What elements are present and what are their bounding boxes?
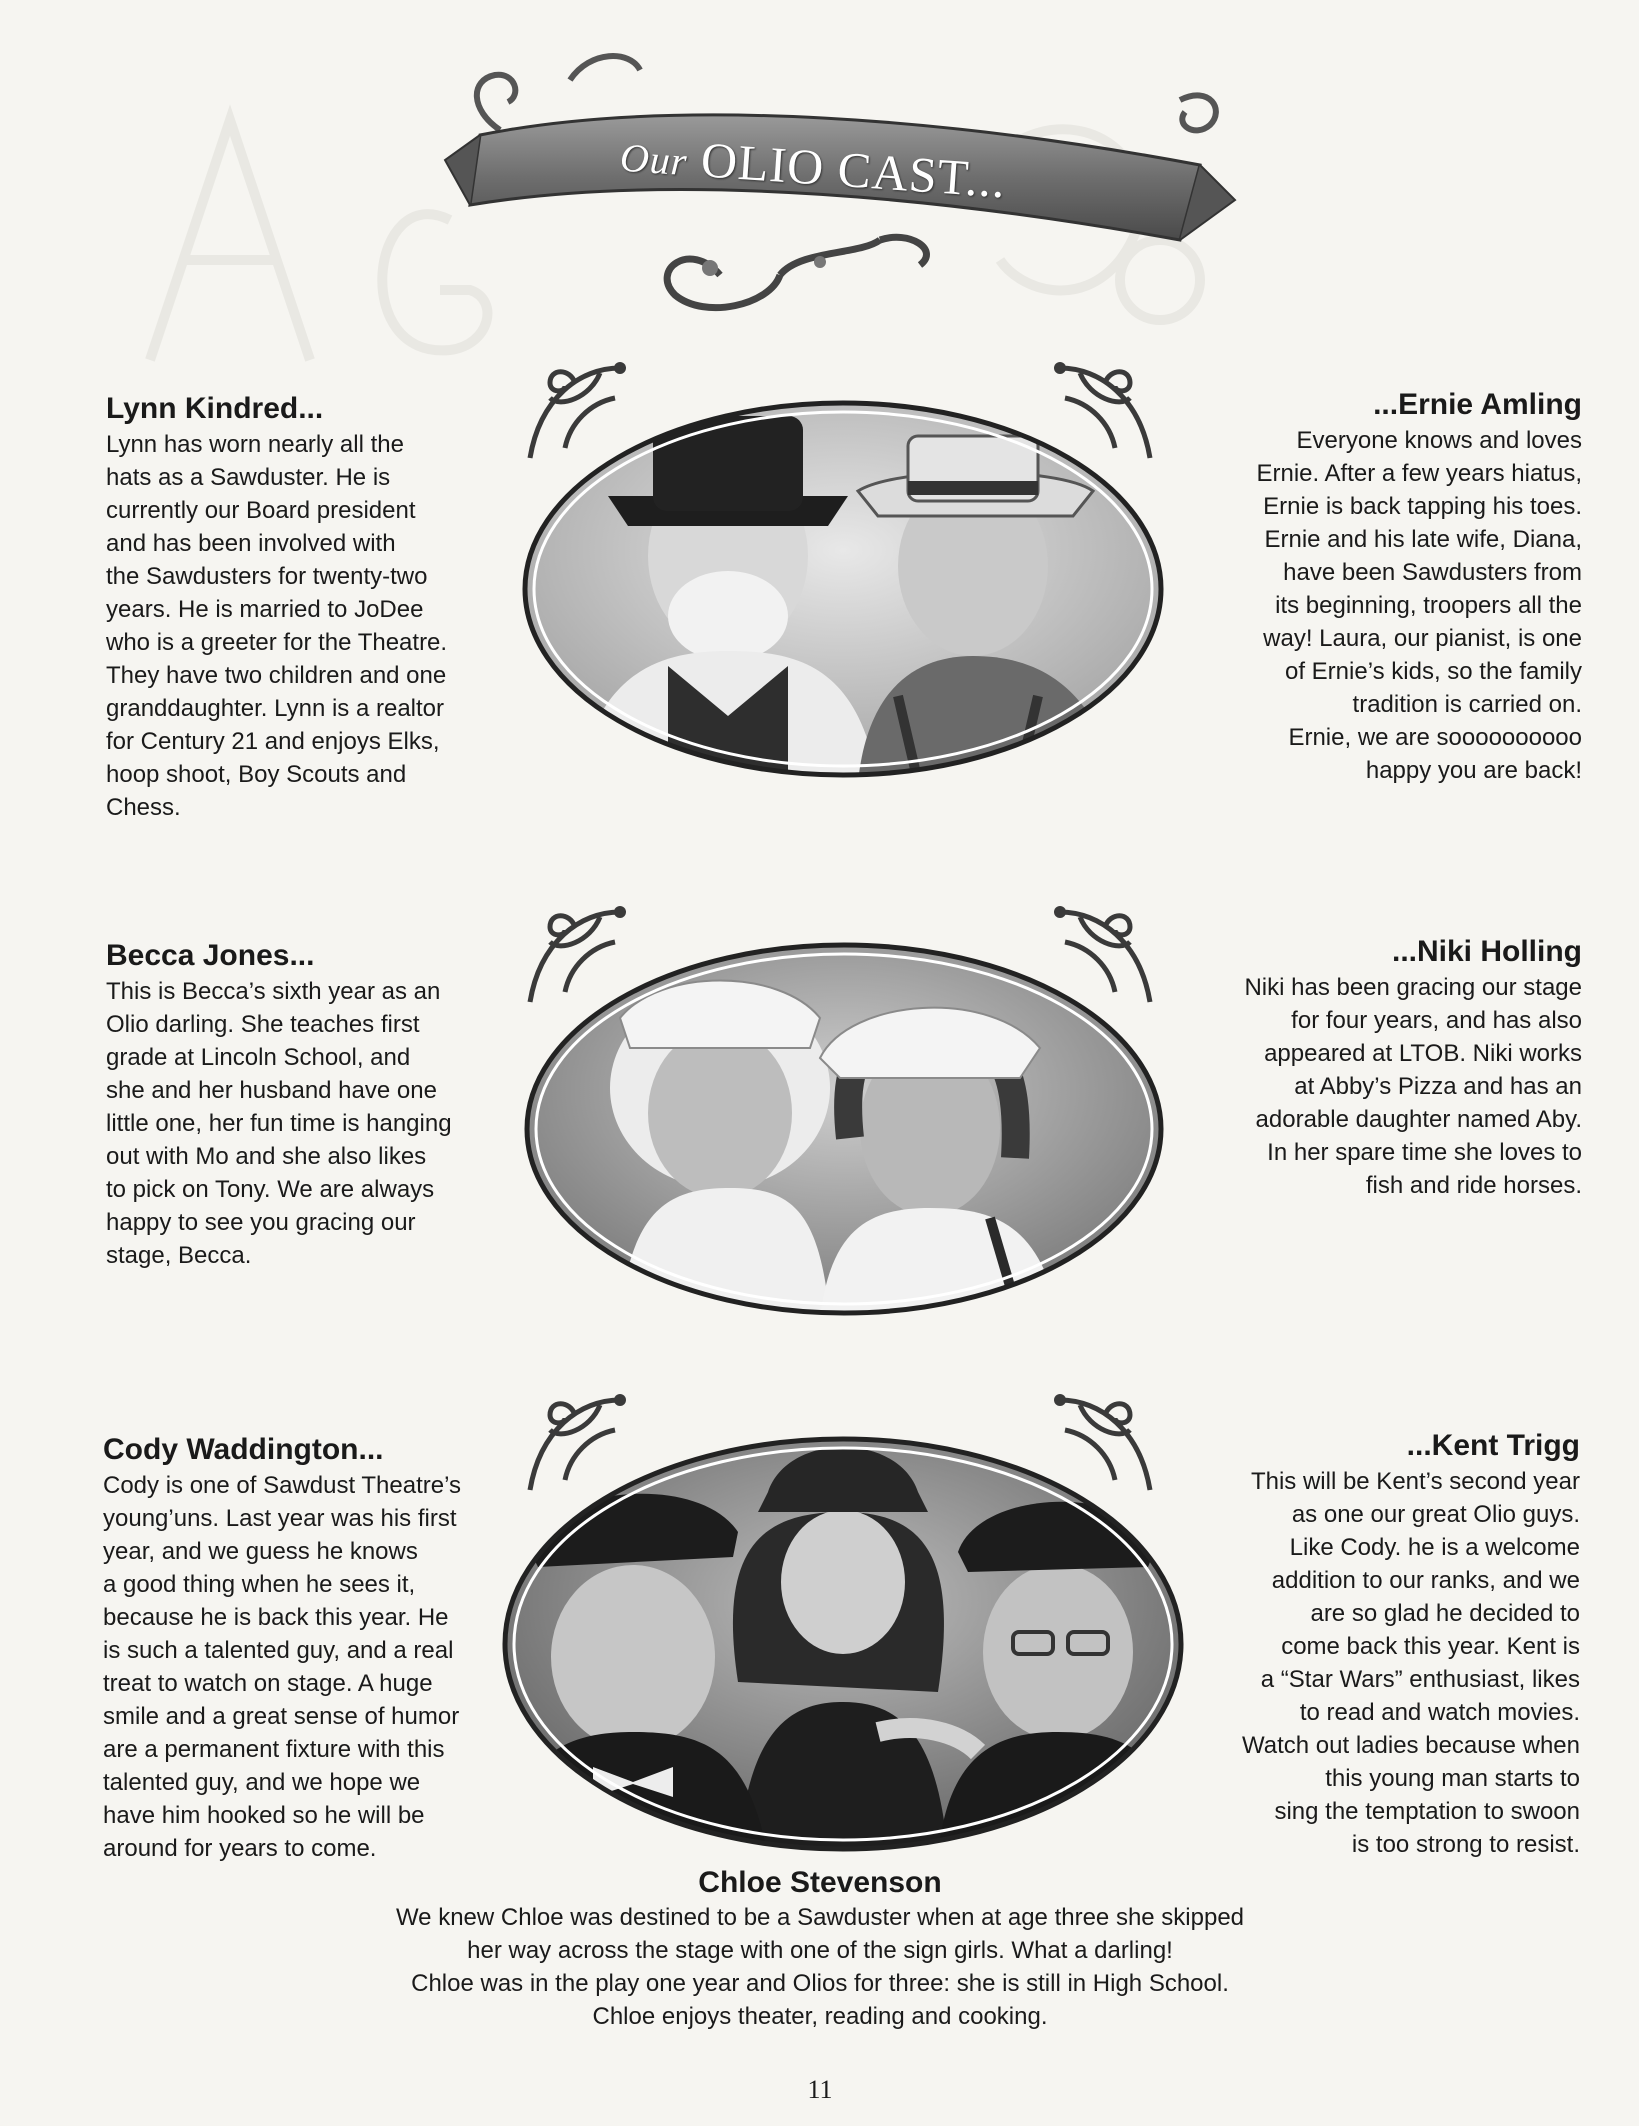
bio-line: are a permanent fixture with this [103, 1736, 445, 1763]
bio-line: she and her husband have one [106, 1077, 437, 1104]
bio-line: are so glad he decided to [1310, 1600, 1580, 1627]
bio-chloe-stevenson [300, 1865, 1340, 2033]
flourish-ornament-icon [520, 358, 630, 468]
bio-becca-jones [106, 937, 526, 1272]
bio-line: talented guy, and we hope we [103, 1769, 421, 1796]
bio-line: Everyone knows and loves [1296, 427, 1582, 454]
bio-line: grade at Lincoln School, and [106, 1044, 411, 1071]
bio-line: have him hooked so he will be [103, 1802, 425, 1829]
bio-line: Like Cody. he is a welcome [1289, 1534, 1580, 1561]
bio-line: come back this year. Kent is [1281, 1633, 1580, 1660]
flourish-ornament-icon [1050, 902, 1160, 1012]
cast-name: Cody Waddington... [103, 1433, 384, 1466]
bio-line: Ernie, we are soooooooooo [1288, 724, 1582, 751]
bio-line: Chloe enjoys theater, reading and cooking. [592, 2003, 1048, 2030]
page-number: 11 [807, 2075, 833, 2104]
bio-ernie-amling [1180, 386, 1582, 787]
bio-line: happy you are back! [1365, 757, 1582, 784]
cast-name: Chloe Stevenson [698, 1866, 942, 1899]
bio-line: of Ernie’s kids, so the family [1284, 658, 1582, 685]
bio-line: Chloe was in the play one year and Olios for three: she is still in High School. [411, 1970, 1229, 1997]
cast-name: ...Kent Trigg [1406, 1429, 1580, 1462]
bio-line: to read and watch movies. [1299, 1699, 1580, 1726]
bio-line: have been Sawdusters from [1283, 559, 1582, 586]
bio-line: Lynn has worn nearly all the [106, 431, 404, 458]
bio-line: is too strong to resist. [1351, 1831, 1580, 1858]
cast-name: Becca Jones... [106, 939, 315, 972]
bio-line: Cody is one of Sawdust Theatre’s [103, 1472, 461, 1499]
cast-name: ...Ernie Amling [1373, 388, 1582, 421]
bio-line: the Sawdusters for twenty-two [106, 563, 428, 590]
bio-line: tradition is carried on. [1352, 691, 1582, 718]
bio-line: sing the temptation to swoon [1274, 1798, 1580, 1825]
bio-line: way! Laura, our pianist, is one [1263, 625, 1582, 652]
bio-line: Watch out ladies because when [1242, 1732, 1580, 1759]
bio-line: a “Star Wars” enthusiast, likes [1260, 1666, 1580, 1693]
bio-line: We knew Chloe was destined to be a Sawduster when at age three she skipped [395, 1904, 1245, 1931]
title-prefix: Our [618, 134, 690, 185]
bio-line: Ernie and his late wife, Diana, [1264, 526, 1582, 553]
bio-line: hats as a Sawduster. He is [106, 464, 391, 491]
bio-line: treat to watch on stage. A huge [103, 1670, 433, 1697]
bio-line: little one, her fun time is hanging [106, 1110, 452, 1137]
bio-line: is such a talented guy, and a real [103, 1637, 454, 1664]
bio-line: for Century 21 and enjoys Elks, [106, 728, 440, 755]
bio-line: out with Mo and she also likes [106, 1143, 427, 1170]
bio-line: stage, Becca. [106, 1242, 252, 1269]
bio-line: as one our great Olio guys. [1291, 1501, 1580, 1528]
bio-line: This is Becca’s sixth year as an [106, 978, 441, 1005]
bio-line: granddaughter. Lynn is a realtor [106, 695, 445, 722]
bio-line: fish and ride horses. [1365, 1172, 1582, 1199]
bio-line: years. He is married to JoDee [106, 596, 424, 623]
bio-line: hoop shoot, Boy Scouts and [106, 761, 407, 788]
flourish-ornament-icon [1050, 358, 1160, 468]
bio-line: Ernie. After a few years hiatus, [1256, 460, 1582, 487]
bio-line: year, and we guess he knows [103, 1538, 418, 1565]
bio-line: and has been involved with [106, 530, 396, 557]
bio-line: appeared at LTOB. Niki works [1264, 1040, 1582, 1067]
bio-line: They have two children and one [106, 662, 447, 689]
bio-line: her way across the stage with one of the sign girls. What a darling! [467, 1937, 1173, 1964]
bio-line: smile and a great sense of humor [103, 1703, 460, 1730]
bio-line: addition to our ranks, and we [1271, 1567, 1580, 1594]
title-main: OLIO CAST... [699, 131, 1008, 209]
cast-name: ...Niki Holling [1391, 935, 1582, 968]
bio-line: its beginning, troopers all the [1275, 592, 1582, 619]
bio-line: Olio darling. She teaches first [106, 1011, 420, 1038]
bio-line: this young man starts to [1325, 1765, 1580, 1792]
bio-lynn-kindred [106, 390, 536, 824]
bio-kent-trigg [1195, 1427, 1580, 1861]
flourish-ornament-icon [520, 1390, 630, 1500]
bio-line: In her spare time she loves to [1267, 1139, 1582, 1166]
bio-line: a good thing when he sees it, [103, 1571, 416, 1598]
bio-line: because he is back this year. He [103, 1604, 449, 1631]
bio-line: young’uns. Last year was his first [103, 1505, 457, 1532]
bio-line: happy to see you gracing our [106, 1209, 416, 1236]
bio-niki-holling [1180, 933, 1582, 1202]
bio-line: at Abby’s Pizza and has an [1294, 1073, 1582, 1100]
bio-line: Chess. [106, 794, 181, 821]
bio-line: currently our Board president [106, 497, 416, 524]
bio-line: around for years to come. [103, 1835, 377, 1862]
flourish-ornament-icon [520, 902, 630, 1012]
bio-line: Niki has been gracing our stage [1244, 974, 1582, 1001]
bio-line: This will be Kent’s second year [1250, 1468, 1580, 1495]
bio-line: who is a greeter for the Theatre. [106, 629, 448, 656]
cast-name: Lynn Kindred... [106, 392, 324, 425]
bio-line: for four years, and has also [1291, 1007, 1582, 1034]
bio-line: to pick on Tony. We are always [106, 1176, 435, 1203]
flourish-ornament-icon [1050, 1390, 1160, 1500]
bio-line: adorable daughter named Aby. [1255, 1106, 1582, 1133]
bio-line: Ernie is back tapping his toes. [1263, 493, 1582, 520]
bio-cody-waddington [103, 1431, 513, 1865]
